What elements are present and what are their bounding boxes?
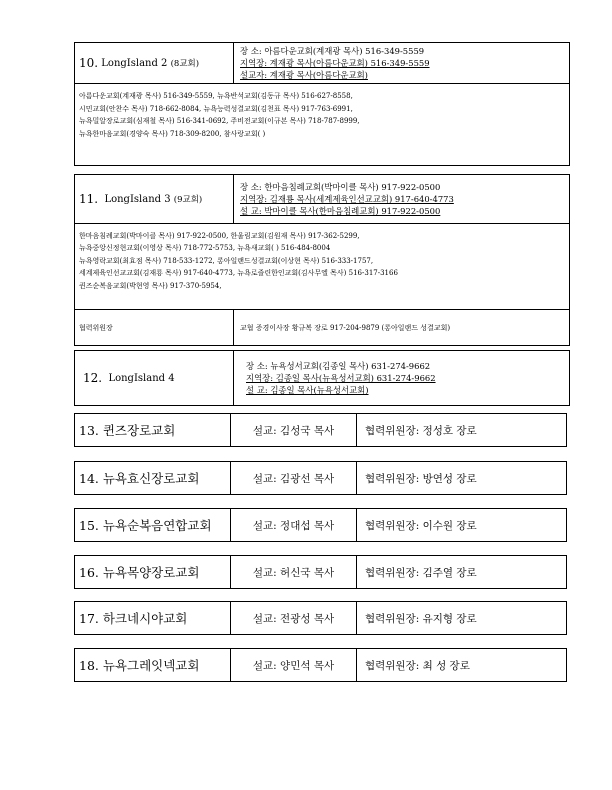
church-preacher: 설교: 허신국 목사 (230, 556, 356, 588)
region-12-leader: 지역장: 김종일 목사(뉴욕성서교회) 631-274-9662 (246, 373, 436, 383)
region-11-name: LongIsland 3 (104, 193, 171, 205)
church-name: 16. 뉴욕목양장로교회 (79, 565, 200, 580)
church-coop-chair: 협력위원장: 방연성 장로 (356, 462, 566, 494)
church-coop-chair: 협력위원장: 정성호 장로 (356, 414, 566, 446)
region-12-name: LongIsland 4 (108, 372, 175, 384)
church-list-line: 뉴욕영락교회(최효점 목사) 718-533-1272, 롱아일랜드성결교회(이상현 목사) 516-333-1757, (79, 256, 374, 265)
church-preacher: 설교: 전광성 목사 (230, 602, 356, 634)
church-list-line: 뉴욕밀알장로교회(심재철 목사) 516-341-0692, 주비전교회(이규본 목사) 718-787-8999, (79, 117, 360, 126)
church-row-15 (74, 508, 567, 542)
church-coop-chair: 협력위원장: 김주열 장로 (356, 556, 566, 588)
region-12-info (233, 351, 569, 405)
region-10-table (74, 42, 570, 166)
region-11-count: (9교회) (173, 195, 203, 205)
church-list-line: 세계제육인선교교회(김재룡 목사) 917-640-4773, 뉴욕로즐린한인교회(김사무엘 목사) 516-317-3166 (79, 269, 398, 278)
region-11-header-row (75, 175, 569, 223)
region-10-leader: 지역장: 계재광 목사(아름다운교회) 516-349-5559 (240, 58, 430, 68)
region-12-table (74, 350, 570, 406)
church-list-line: 뉴욕중앙신정현교회(이영상 목사) 718-772-5753, 뉴욕새교회( ) 516-484-8004 (79, 244, 331, 253)
church-preacher: 설교: 김광선 목사 (230, 462, 356, 494)
region-10-number: 10. (79, 56, 99, 70)
region-10-title (75, 43, 233, 83)
region-10-churches-row (75, 83, 569, 165)
church-list-line: 시민교회(안찬수 목사) 718-662-8084, 뉴욕능력성결교회(김천표 목사) 917-763-6991, (79, 104, 353, 113)
church-list-line: 뉴욕한마음교회(경양숙 목사) 718-309-8200, 참사랑교회( ) (79, 129, 266, 138)
church-coop-chair: 협력위원장: 최 성 장로 (356, 649, 566, 681)
church-name: 17. 하크네시야교회 (79, 611, 188, 626)
region-11-preacher: 설 교: 박마이클 목사(한마음침례교회) 917-922-0500 (240, 206, 441, 216)
church-row-18 (74, 648, 567, 682)
region-12-header-row (75, 351, 569, 405)
region-10-preacher: 설교자: 계재광 목사(아름다운교회) (240, 70, 368, 80)
region-12-preacher: 설 교: 김종일 목사(뉴욕성서교회) (246, 385, 369, 395)
region-12-number: 12. (83, 371, 103, 385)
region-11-number: 11. (79, 192, 99, 206)
region-10-info (233, 43, 569, 83)
region-11-info (233, 175, 569, 223)
region-11-leader: 지역장: 김재룡 목사(세계제육인선교교회) 917-640-4773 (240, 194, 454, 204)
church-row-17 (74, 601, 567, 635)
church-list-line: 한마음침례교회(박마이클 목사) 917-922-0500, 한울림교회(김원재 목사) 917-362-5299, (79, 232, 360, 240)
church-preacher: 설교: 정대섭 목사 (230, 509, 356, 541)
church-row-13 (74, 413, 567, 447)
church-row-16 (74, 555, 567, 589)
region-11-venue: 장 소: 한마음침례교회(박마이클 목사) 917-922-0500 (240, 182, 441, 192)
church-preacher: 설교: 김성국 목사 (230, 414, 356, 446)
region-10-venue: 장 소: 아름다운교회(계재광 목사) 516-349-5559 (240, 46, 425, 56)
region-10-church-list (75, 84, 364, 165)
region-10-header-row (75, 43, 569, 83)
church-name: 14. 뉴욕효신장로교회 (79, 471, 200, 486)
region-11-churches-row (75, 223, 569, 309)
church-name: 18. 뉴욕그레잇넥교회 (79, 658, 200, 673)
church-name: 13. 퀸즈장로교회 (79, 423, 176, 438)
church-coop-chair: 협력위원장: 이수원 장로 (356, 509, 566, 541)
region-11-table (74, 174, 570, 346)
church-row-14 (74, 461, 567, 495)
region-11-title (75, 175, 233, 223)
region-10-count: (8교회) (170, 59, 200, 69)
region-11-coop-label: 협력위원장 (79, 323, 113, 332)
church-coop-chair: 협력위원장: 유지형 장로 (356, 602, 566, 634)
region-11-church-list (75, 224, 402, 309)
church-list-line: 퀸즈순복음교회(박현영 목사) 917-370-5954, (79, 281, 222, 290)
region-11-coop-row (75, 309, 569, 345)
region-12-title (75, 351, 233, 405)
church-name: 15. 뉴욕순복음연합교회 (79, 518, 212, 533)
region-11-coop-value: 교협 증경이사장 황규복 장로 917-204-9879 (롱아일랜드 성결교회) (233, 310, 569, 345)
region-10-name: LongIsland 2 (101, 57, 168, 69)
church-preacher: 설교: 양민석 목사 (230, 649, 356, 681)
church-list-line: 아름다운교회(계재광 목사) 516-349-5559, 뉴욕반석교회(김동규 목사) 516-627-8558, (79, 92, 353, 100)
region-12-venue: 장 소: 뉴욕성서교회(김종일 목사) 631-274-9662 (246, 361, 431, 371)
